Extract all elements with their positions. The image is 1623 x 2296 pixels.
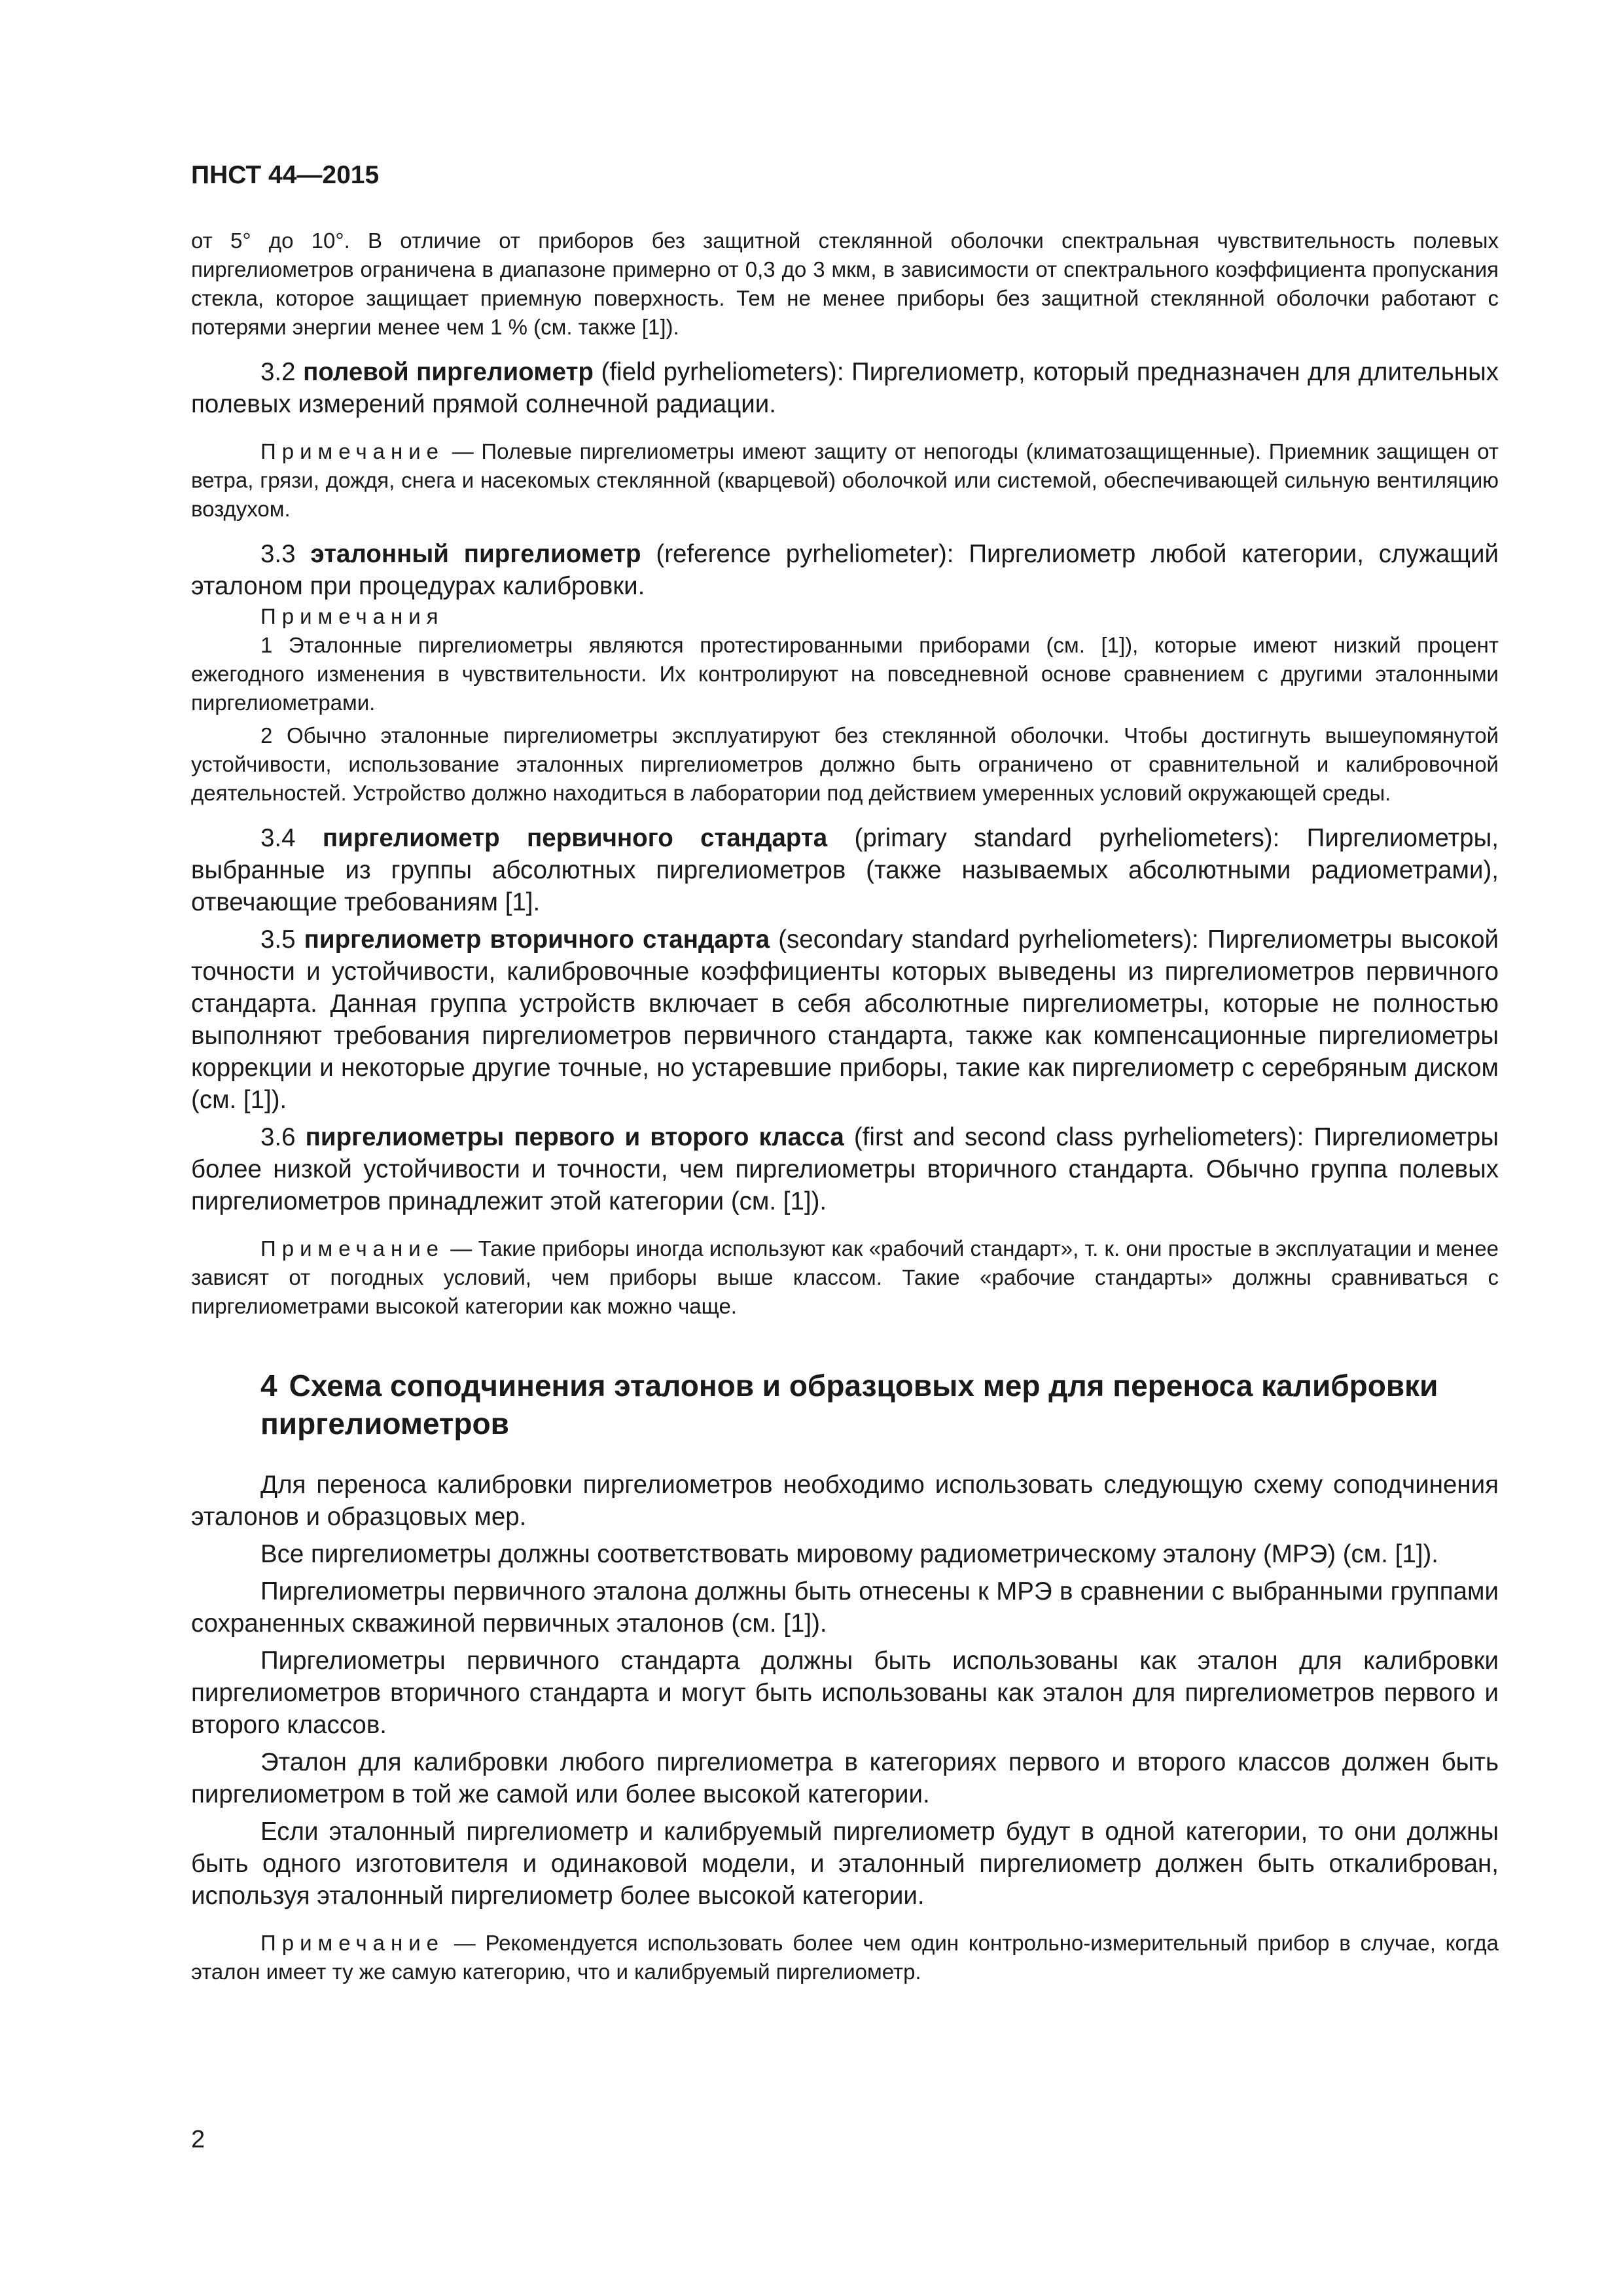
- definition-text: (reference pyrheliometer): Пиргелиометр любой категории, служащий эталоном при процедурах калибровки.: [191, 540, 1499, 600]
- note-text: — Полевые пиргелиометры имеют защиту от непогоды (климатозащищенные). Приемник защищен от ветра, грязи, дождя, снега и насекомых стеклянной (кварцевой) оболочкой или системой, обеспечивающей сильную вентиляцию воздухом.: [191, 439, 1499, 521]
- definition-number: 3.3: [260, 540, 296, 568]
- definition-text: (secondary standard pyrheliometers): Пиргелиометры высокой точности и устойчивости, калибровочные коэффициенты которых выведены из пиргелиометров первичного стандарта. Данная группа устройств включает в себя абсолютные пиргелиометры, которые не полностью выполняют требования пиргелиометров первичного стандарта, также как компенсационные пиргелиометры коррекции и некоторые другие точные, но устаревшие приборы, такие как пиргелиометр с серебряным диском (см. [1]).: [191, 925, 1499, 1114]
- section-4-paragraph: Эталон для калибровки любого пиргелиометра в категориях первого и второго классов должен быть пиргелиометром в той же самой или более высокой категории.: [191, 1748, 1499, 1808]
- note-3-2: [191, 437, 1499, 524]
- section-4-heading: [191, 1367, 1499, 1443]
- definition-number: 3.6: [260, 1123, 296, 1151]
- definition-term: полевой пиргелиометр: [303, 358, 594, 386]
- page-number: 2: [191, 2126, 205, 2153]
- definition-3-6: [191, 1121, 1499, 1217]
- note-text: — Рекомендуется использовать более чем один контрольно-измерительный прибор в случае, когда эталон имеет ту же самую категорию, что и калибруемый пиргелиометр.: [191, 1931, 1499, 1984]
- definition-term: пиргелиометр первичного стандарта: [322, 824, 828, 852]
- definition-text: (field pyrheliometers): Пиргелиометр, который предназначен для длительных полевых измерений прямой солнечной радиации.: [191, 358, 1499, 418]
- section-4-paragraph: Все пиргелиометры должны соответствовать мировому радиометрическому эталону (МРЭ) (см. [1]).: [260, 1540, 1438, 1568]
- definition-3-4: [191, 822, 1499, 918]
- notes-heading-3-3: Примечания: [260, 604, 444, 628]
- section-4-paragraph: Пиргелиометры первичного стандарта должны быть использованы как эталон для калибровки пиргелиометров вторичного стандарта и могут быть использованы как эталон для пиргелиометров первого и второго классов.: [191, 1647, 1499, 1739]
- section-4-paragraph: Пиргелиометры первичного эталона должны быть отнесены к МРЭ в сравнении с выбранными группами сохраненных скважиной первичных эталонов (см. [1]).: [191, 1577, 1499, 1638]
- definition-3-3: [191, 538, 1499, 602]
- definition-term: пиргелиометры первого и второго класса: [305, 1123, 844, 1151]
- intro-paragraph: от 5° до 10°. В отличие от приборов без защитной стеклянной оболочки спектральная чувствительность полевых пиргелиометров ограничена в диапазоне примерно от 0,3 до 3 мкм, в зависимости от спектрального коэффициента пропускания стекла, которое защищает приемную поверхность. Тем не менее приборы без защитной стеклянной оболочки работают с потерями энергии менее чем 1 % (см. также [1]).: [191, 228, 1499, 339]
- section-number: 4: [260, 1369, 277, 1403]
- definition-3-2: [191, 356, 1499, 420]
- note-item-2: 2 Обычно эталонные пиргелиометры эксплуатируют без стеклянной оболочки. Чтобы достигнуть вышеупомянутой устойчивости, использование эталонных пиргелиометров должно быть ограничено от сравнительной и калибровочной деятельностей. Устройство должно находиться в лаборатории под действием умеренных условий окружающей среды.: [191, 723, 1499, 805]
- note-text: — Такие приборы иногда используют как «рабочий стандарт», т. к. они простые в эксплуатации и менее зависят от погодных условий, чем приборы выше классом. Такие «рабочие стандарты» должны сравниваться с пиргелиометрами высокой категории как можно чаще.: [191, 1236, 1499, 1318]
- definition-3-5: [191, 924, 1499, 1116]
- definition-number: 3.4: [260, 824, 296, 852]
- note-section-4: [191, 1929, 1499, 1986]
- note-label: Примечание: [260, 1236, 445, 1261]
- note-label: Примечание: [260, 439, 445, 463]
- note-item-1: 1 Эталонные пиргелиометры являются протестированными приборами (см. [1]), которые имеют низкий процент ежегодного изменения в чувствительности. Их контролируют на повседневной основе сравнением с другими эталонными пиргелиометрами.: [191, 633, 1499, 715]
- section-4-paragraph: Если эталонный пиргелиометр и калибруемый пиргелиометр будут в одной категории, то они должны быть одного изготовителя и одинаковой модели, и эталонный пиргелиометр должен быть откалиброван, используя эталонный пиргелиометр более высокой категории.: [191, 1818, 1499, 1910]
- definition-term: пиргелиометр вторичного стандарта: [304, 925, 770, 954]
- section-title-text: Схема соподчинения эталонов и образцовых мер для переноса калибровки пиргелиометров: [260, 1369, 1438, 1441]
- definition-number: 3.5: [260, 925, 296, 954]
- section-4-paragraph: Для переноса калибровки пиргелиометров необходимо использовать следующую схему соподчинения эталонов и образцовых мер.: [191, 1471, 1499, 1531]
- note-label: Примечание: [260, 1931, 445, 1955]
- document-header: ПНСТ 44—2015: [191, 161, 380, 189]
- definition-term: эталонный пиргелиометр: [310, 540, 641, 568]
- definition-number: 3.2: [260, 358, 296, 386]
- note-3-6: [191, 1234, 1499, 1321]
- page-content: [191, 226, 1499, 1986]
- definition-text: (primary standard pyrheliometers): Пиргелиометры, выбранные из группы абсолютных пиргелиометров (также называемых абсолютными радиометрами), отвечающие требованиям [1].: [191, 824, 1499, 916]
- definition-text: (first and second class pyrheliometers): Пиргелиометры более низкой устойчивости и точности, чем пиргелиометры вторичного стандарта. Обычно группа полевых пиргелиометров принадлежит этой категории (см. [1]).: [191, 1123, 1499, 1215]
